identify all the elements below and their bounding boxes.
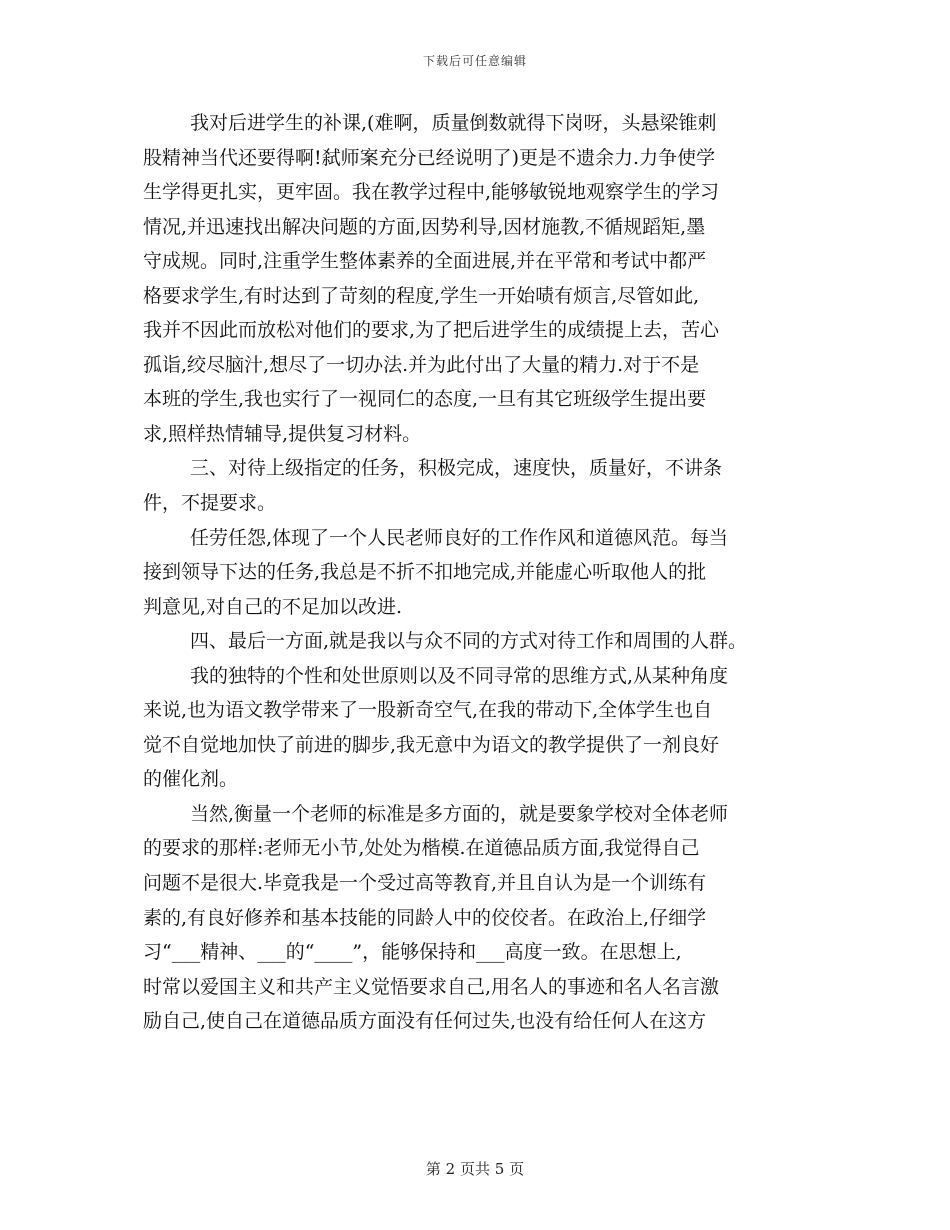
text-line: 问题不是很大.毕竟我是一个受过高等教育,并且自认为是一个训练有 [143,872,707,895]
text-line: 当然,衡量一个老师的标准是多方面的，就是要象学校对全体老师 [190,802,729,825]
text-line: 我并不因此而放松对他们的要求,为了把后进学生的成绩提上去，苦心 [143,319,720,342]
text-line: 生学得更扎实，更牢固。我在教学过程中,能够敏锐地观察学生的学习 [143,181,720,204]
text-line: 素的,有良好修养和基本技能的同龄人中的佼佼者。在政治上,仔细学 [143,906,707,929]
text-line: 励自己,使自己在道德品质方面没有任何过失,也没有给任何人在这方 [143,1010,707,1033]
section-heading-line: 三、对待上级指定的任务，积极完成，速度快，质量好，不讲条 [190,457,723,480]
text-line: 我的独特的个性和处世原则以及不同寻常的思维方式,从某种角度 [190,664,729,687]
text-line: 时常以爱国主义和共产主义觉悟要求自己,用名人的事迹和名人名言激 [143,975,720,998]
page-header: 下载后可任意编辑 [422,54,527,68]
page-footer: 第 2 页共 5 页 [425,1160,525,1178]
text-line: 来说,也为语文教学带来了一股新奇空气,在我的带动下,全体学生也自 [143,699,713,722]
text-line: 习“___精神、___的“____”，能够保持和___高度一致。在思想上, [143,941,682,964]
text-line: 股精神当代还要得啊!弑师案充分已经说明了)更是不遗余力.力争使学 [143,146,716,169]
text-line: 我对后进学生的补课,(难啊，质量倒数就得下岗呀，头悬梁锥刺 [190,112,717,134]
section-heading-line: 四、最后一方面,就是我以与众不同的方式对待工作和周围的人群。 [190,630,748,653]
document-body [143,106,813,1039]
text-line: 觉不自觉地加快了前进的脚步,我无意中为语文的教学提供了一剂良好 [143,733,720,756]
text-line: 求,照样热情辅导,提供复习材料。 [143,422,422,445]
text-line: 任劳任怨,体现了一个人民老师良好的工作作风和道德风范。每当 [190,526,729,549]
text-line: 判意见,对自己的不足加以改进. [143,595,403,618]
text-line: 孤诣,绞尽脑汁,想尽了一切办法.并为此付出了大量的精力.对于不是 [143,353,700,376]
text-line: 情况,并迅速找出解决问题的方面,因势利导,因材施教,不循规蹈矩,墨 [143,215,706,238]
text-line: 接到领导下达的任务,我总是不折不扣地完成,并能虚心听取他人的批 [143,561,707,584]
text-line: 件，不提要求。 [143,492,277,515]
text-line: 的催化剂。 [143,768,239,791]
text-line: 格要求学生,有时达到了苛刻的程度,学生一开始啧有烦言,尽管如此, [143,284,700,307]
text-line: 的要求的那样:老师无小节,处处为楷模.在道德品质方面,我觉得自己 [143,837,700,860]
text-line: 守成规。同时,注重学生整体素养的全面进展,并在平常和考试中都严 [143,250,707,273]
text-line: 本班的学生,我也实行了一视同仁的态度,一旦有其它班级学生提出要 [143,388,707,411]
